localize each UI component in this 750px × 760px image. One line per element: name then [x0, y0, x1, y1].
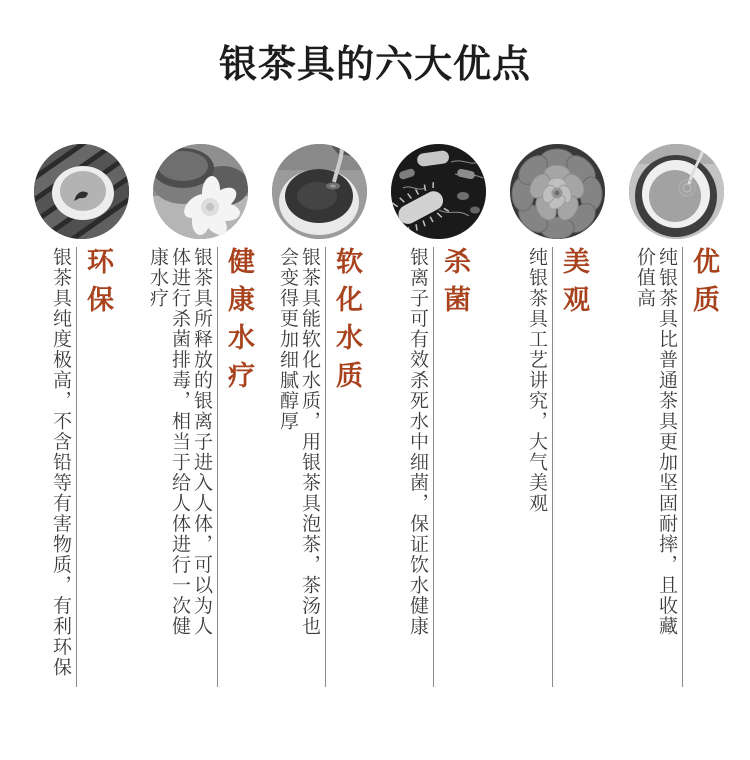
advantage-body-text: 纯银茶具工艺讲究，大气美观: [526, 247, 547, 514]
advantage-text-block: [498, 247, 617, 687]
advantage-text-block: [617, 247, 736, 687]
advantage-section-eco: [22, 144, 141, 687]
vertical-divider-rule: [325, 247, 326, 687]
advantage-heading: 杀菌: [440, 247, 470, 323]
page-title: 银茶具的六大优点: [218, 44, 531, 86]
advantage-body-text: 银离子可有效杀死水中细菌，保证饮水健康: [407, 247, 428, 637]
advantage-section-soften-water: [260, 144, 379, 687]
vertical-divider-rule: [217, 247, 218, 687]
vertical-divider-rule: [433, 247, 434, 687]
advantage-heading: 美观: [559, 247, 589, 323]
advantage-text-block: [22, 247, 141, 687]
vertical-divider-rule: [76, 247, 77, 687]
advantage-body-text: 纯银茶具比普通茶具更加坚固耐摔，且收藏价值高: [634, 247, 677, 637]
vertical-divider-rule: [682, 247, 683, 687]
bacteria-microscope-photo: [391, 144, 486, 239]
vertical-divider-rule: [552, 247, 553, 687]
advantage-text-block: [141, 247, 260, 687]
advantage-section-beauty: [498, 144, 617, 687]
advantage-text-block: [379, 247, 498, 687]
advantage-section-quality: [617, 144, 736, 687]
teacup-with-white-flower-photo: [153, 144, 248, 239]
advantage-body-text: 银茶具能软化水质，用银茶具泡茶，茶汤也会变得更加细腻醇厚: [277, 247, 320, 637]
advantage-heading: 软化水质: [332, 247, 362, 399]
advantage-text-block: [260, 247, 379, 687]
advantage-heading: 优质: [689, 247, 719, 323]
advantage-heading: 健康水疗: [224, 247, 254, 399]
advantage-body-text: 银茶具所释放的银离子进入人体，可以为人体进行杀菌排毒，相当于给人体进行一次健康水疗: [147, 247, 212, 637]
water-poured-into-white-bowl-photo: [629, 144, 724, 239]
advantage-body-text: 银茶具纯度极高，不含铅等有害物质，有利环保: [50, 247, 71, 678]
pouring-tea-into-bowl-photo: [272, 144, 367, 239]
camellia-flower-photo: [510, 144, 605, 239]
advantages-row: [22, 144, 736, 687]
advantage-heading: 环保: [83, 247, 113, 323]
advantage-section-sterilize: [379, 144, 498, 687]
teacup-on-wooden-tray-photo: [34, 144, 129, 239]
silver-teaware-advantages-page: [0, 45, 750, 760]
advantage-section-health-spa: [141, 144, 260, 687]
